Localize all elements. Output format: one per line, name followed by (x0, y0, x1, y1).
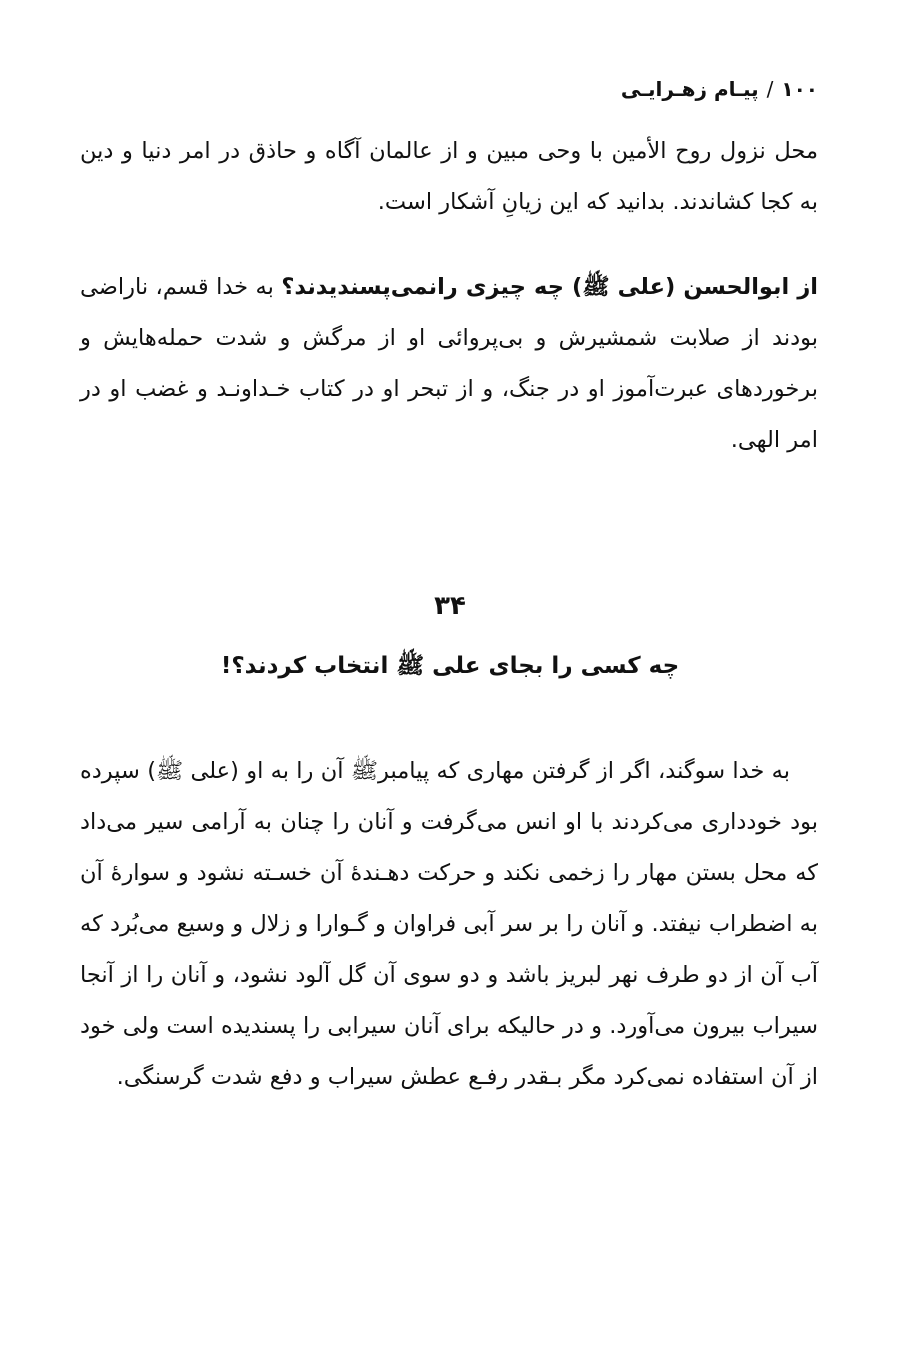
paragraph-3: به خدا سوگند، اگر از گرفتن مهاری که پیامبرﷺ آن را به او (علی ﷺ) سپرده بود خودداری می‌کردند با او انس می‌گرفت و آنان را چنان به آرامی سیر می‌داد که محل بستن مهار را زخمی نکند و حرکت دهـندهٔ آن خسـته نشود و سوارهٔ آن به اضطراب نیفتد. و آنان را بر سر آبی فراوان و گـوارا و زلال و وسیع می‌بُرد که آب آن از دو طرف نهر لبریز باشد و دو سوی آن گل آلود نشود، و آنان را از آنجا سیراب بیرون می‌آورد. و در حالیکه برای آنان سیرابی را پسندیده است ولی خود از آن استفاده نمی‌کرد مگر بـقدر رفـع عطش سیراب و دفع شدت گرسنگی. (80, 758, 818, 1090)
paragraph-1: محل نزول روح الأمین با وحی مبین و از عالمان آگاه و حاذق در امر دنیا و دین به کجا کشاندند. بدانید که این زیانِ آشکار است. (80, 138, 818, 215)
book-title: پیـام زهـرایـی (620, 77, 759, 101)
section-number: ٣۴ (434, 591, 466, 621)
paragraph-3-block (80, 746, 818, 1103)
paragraph-2-text: به خدا قسم، ناراضی بودند از صلابت شمشیرش و بی‌پروائی او از مرگش و شدت حمله‌هایش و برخوردهای عبرت‌آموز او در جنگ، و از تبحر او در کتاب خـداونـد و غضب او در امر الهی. (80, 274, 818, 453)
paragraph-2-bold-question: از ابوالحسن (علی ﷺ) چه چیزی رانمی‌پسندیدند؟ (281, 274, 819, 300)
paragraph-2 (80, 262, 818, 466)
paragraph-1-block (80, 126, 818, 228)
header-separator: / (766, 77, 774, 101)
page-number: ١٠٠ (781, 77, 818, 101)
running-header (621, 72, 818, 106)
section-title: چه کسی را بجای علی ﷺ انتخاب کردند؟! (220, 653, 680, 679)
paragraph-2-block (80, 262, 818, 466)
